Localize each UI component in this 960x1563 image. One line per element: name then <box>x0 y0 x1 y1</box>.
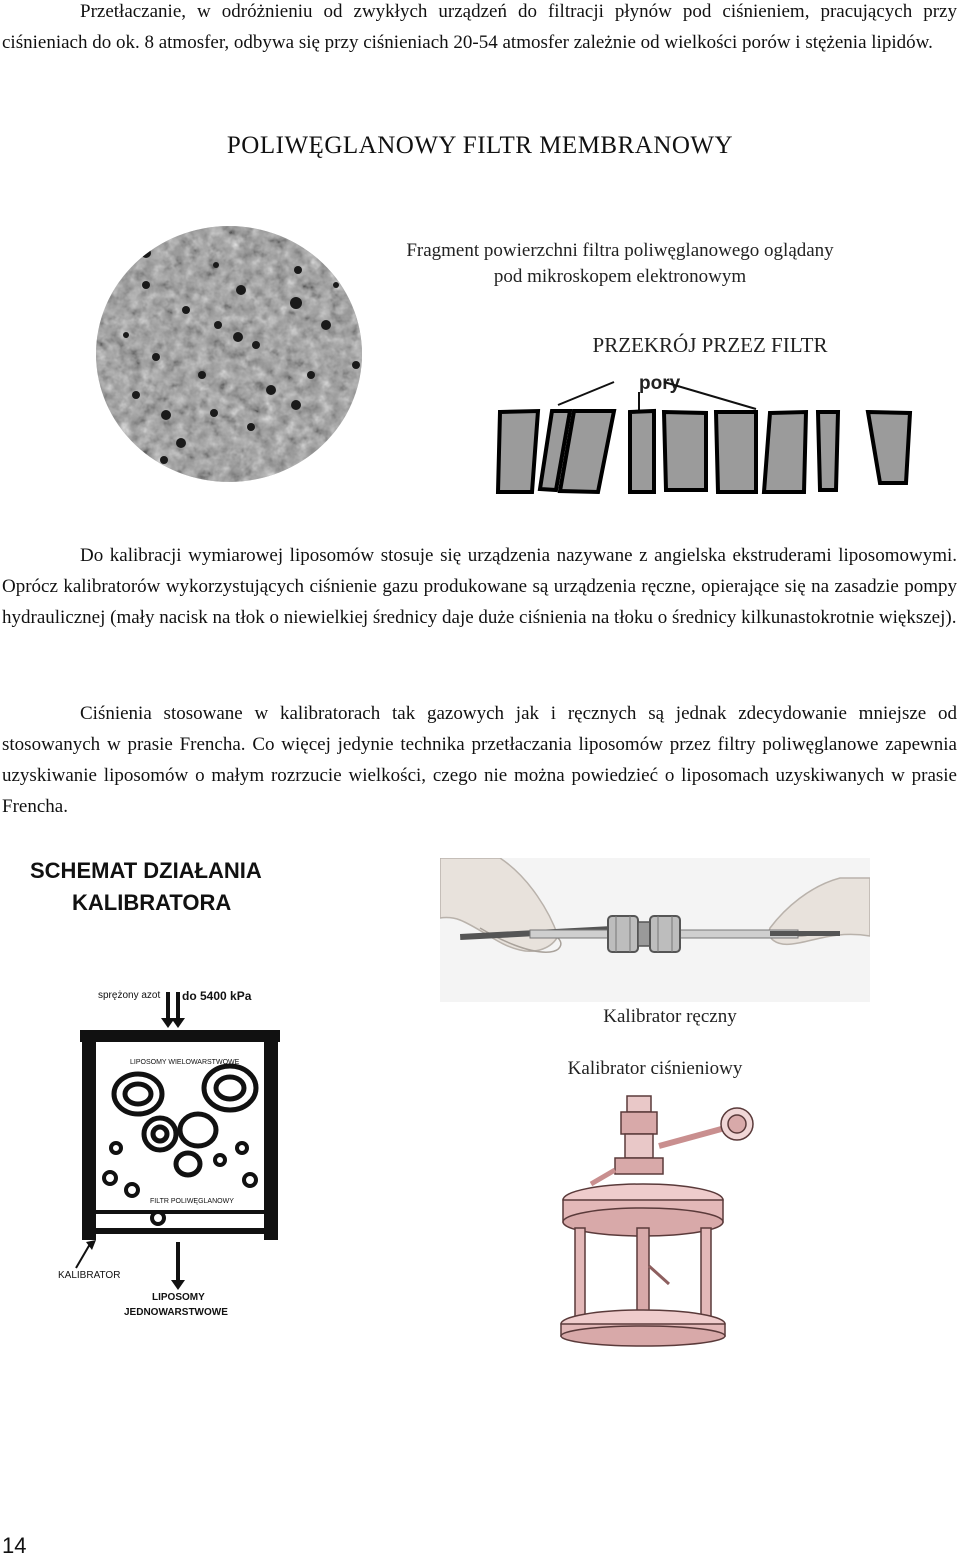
page-number: 14 <box>2 1533 27 1558</box>
gas-label: sprężony azot <box>98 990 161 1001</box>
pressure-calibrator-caption: Kalibrator ciśnieniowy <box>567 1058 743 1079</box>
output-label-line1: LIPOSOMY <box>152 1292 205 1303</box>
schema-title-line1: SCHEMAT DZIAŁANIA <box>30 858 262 883</box>
filter-heading: POLIWĘGLANOWY FILTR MEMBRANOWY <box>226 132 734 159</box>
cross-section-title: PRZEKRÓJ PRZEZ FILTR <box>592 333 828 357</box>
mlv-label: LIPOSOMY WIELOWARSTWOWE <box>130 1059 240 1066</box>
manual-calibrator-caption: Kalibrator ręczny <box>603 1006 737 1027</box>
pressures-paragraph: Ciśnienia stosowane w kalibratorach tak gazowych jak i ręcznych są jednak zdecydowanie mniejsze od stosowanych w prasie Frencha. Co więcej jedynie technika przetłaczania liposomów przez filtry poliwęglanowe zapewnia uzyskiwanie liposomów o małym rozrzucie wielkości, czego nie można powiedzieć o liposomach uzyskiwanych w prasie Frencha. <box>2 703 957 817</box>
filter-membrane <box>82 1210 278 1214</box>
filter-micrograph <box>86 215 376 495</box>
pores-label: pory <box>639 373 681 394</box>
schema-title-line2: KALIBRATORA <box>72 890 232 915</box>
manual-calibrator-photo <box>440 858 870 1002</box>
intro-paragraph: Przetłaczanie, w odróżnieniu od zwykłych urządzeń do filtracji płynów pod ciśnieniem, pracujących przy ciśnieniach do ok. 8 atmosfer, odbywa się przy ciśnieniach 20-54 atmosfer zależnie od wielkości porów i stężenia lipidów. <box>2 1 957 53</box>
pressure-calibrator-illustration <box>555 1088 785 1348</box>
filter-label: FILTR POLIWĘGLANOWY <box>150 1198 234 1205</box>
calibrator-schema <box>20 848 340 1348</box>
pressure-label: do 5400 kPa <box>182 989 252 1003</box>
micrograph-caption: Fragment powierzchni filtra poliwęglanowego oglądany pod mikroskopem elektronowym <box>406 240 834 287</box>
filter-segment <box>498 411 538 492</box>
calibrator-label: KALIBRATOR <box>58 1270 121 1281</box>
filter-cross-section <box>494 365 920 497</box>
extruders-paragraph: Do kalibracji wymiarowej liposomów stosuje się urządzenia nazywane z angielska ekstruderami liposomowymi. Oprócz kalibratorów wykorzystujących ciśnienie gazu produkowane są urządzenia ręczne, opierające się na zasadzie pompy hydraulicznej (mały nacisk na tłok o niewielkiej średnicy daje duże ciśnienia na tłoku o średnicy kilkunastokrotnie większej). <box>2 545 957 628</box>
output-label-line2: JEDNOWARSTWOWE <box>124 1307 228 1318</box>
